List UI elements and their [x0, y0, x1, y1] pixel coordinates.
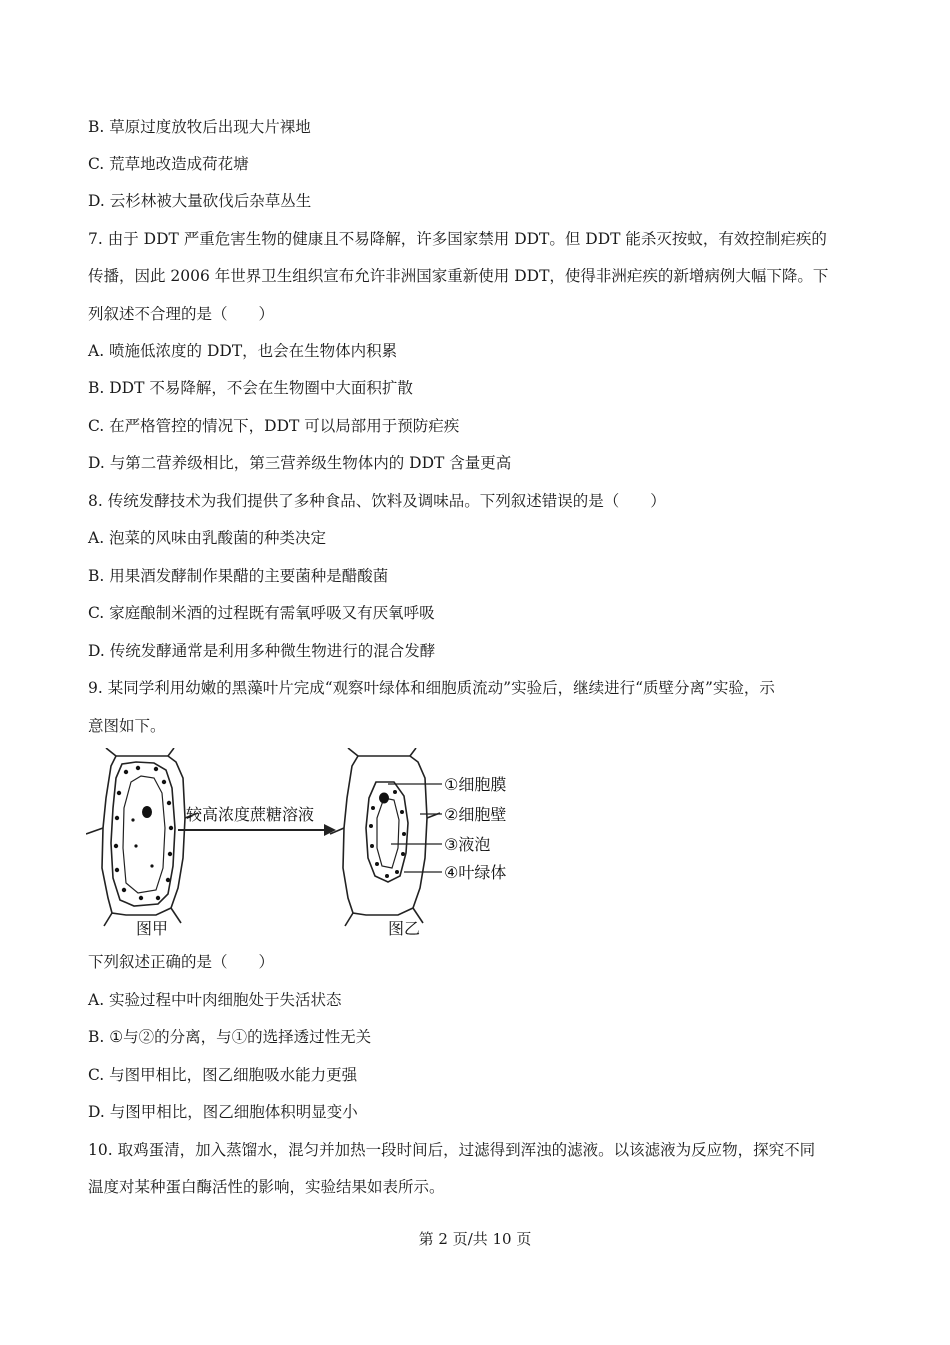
page-footer: 第 2 页/共 10 页 — [418, 1230, 532, 1248]
q10-stem-line2: 温度对某种蛋白酶活性的影响，实验结果如表所示。 — [88, 1178, 445, 1196]
q6-option-d: D. 云杉林被大量砍伐后杂草丛生 — [88, 192, 312, 210]
q8-option-b: B. 用果酒发酵制作果醋的主要菌种是醋酸菌 — [88, 567, 389, 585]
label-vacuole: ③液泡 — [444, 835, 491, 854]
q8-option-d: D. 传统发酵通常是利用多种微生物进行的混合发酵 — [88, 642, 436, 660]
label-cell-membrane: ①细胞膜 — [444, 775, 507, 794]
q9-option-d: D. 与图甲相比，图乙细胞体积明显变小 — [88, 1103, 358, 1121]
q8-option-c: C. 家庭酿制米酒的过程既有需氧呼吸又有厌氧呼吸 — [88, 604, 435, 622]
q7-stem-line2: 传播，因此 2006 年世界卫生组织宣布允许非洲国家重新使用 DDT，使得非洲疟疾的新增病例大幅下降。下 — [88, 267, 829, 285]
q7-option-d: D. 与第二营养级相比，第三营养级生物体内的 DDT 含量更高 — [88, 454, 512, 472]
caption-figure-b: 图乙 — [388, 919, 421, 938]
q7-option-c: C. 在严格管控的情况下，DDT 可以局部用于预防疟疾 — [88, 417, 460, 435]
q9-option-a: A. 实验过程中叶肉细胞处于失活状态 — [88, 991, 342, 1009]
q9-option-b: B. ①与②的分离，与①的选择透过性无关 — [88, 1028, 372, 1046]
label-cell-wall: ②细胞壁 — [444, 805, 507, 824]
q7-option-b: B. DDT 不易降解，不会在生物圈中大面积扩散 — [88, 379, 413, 397]
q7-stem-line1: 7. 由于 DDT 严重危害生物的健康且不易降解，许多国家禁用 DDT。但 DDT 能杀灭按蚊，有效控制疟疾的 — [88, 230, 827, 248]
caption-figure-a: 图甲 — [136, 919, 169, 938]
q10-stem-line1: 10. 取鸡蛋清，加入蒸馏水，混匀并加热一段时间后，过滤得到浑浊的滤液。以该滤液为反应物，探究不同 — [88, 1141, 816, 1159]
q7-option-a: A. 喷施低浓度的 DDT，也会在生物体内积累 — [88, 342, 398, 360]
cell-figure-b — [330, 748, 440, 926]
q6-option-c: C. 荒草地改造成荷花塘 — [88, 155, 249, 173]
chloroplast-dots-b — [369, 790, 406, 878]
label-chloroplast: ④叶绿体 — [444, 863, 507, 882]
q9-stem-line2: 意图如下。 — [88, 717, 166, 735]
leader-lines — [388, 784, 442, 872]
plasmolysis-figure — [86, 748, 536, 943]
q6-option-b: B. 草原过度放牧后出现大片裸地 — [88, 118, 311, 136]
arrow-label: 较高浓度蔗糖溶液 — [186, 805, 315, 824]
q8-option-a: A. 泡菜的风味由乳酸菌的种类决定 — [88, 529, 327, 547]
arrow — [178, 824, 336, 836]
q7-stem-line3: 列叙述不合理的是（ ） — [88, 305, 275, 323]
q8-stem: 8. 传统发酵技术为我们提供了多种食品、饮料及调味品。下列叙述错误的是（ ） — [88, 492, 666, 510]
q9-stem-line1: 9. 某同学利用幼嫩的黑藻叶片完成“观察叶绿体和细胞质流动”实验后，继续进行“质壁分离”实验，示 — [88, 679, 775, 697]
q9-question: 下列叙述正确的是（ ） — [88, 953, 275, 971]
q9-option-c: C. 与图甲相比，图乙细胞吸水能力更强 — [88, 1066, 358, 1084]
